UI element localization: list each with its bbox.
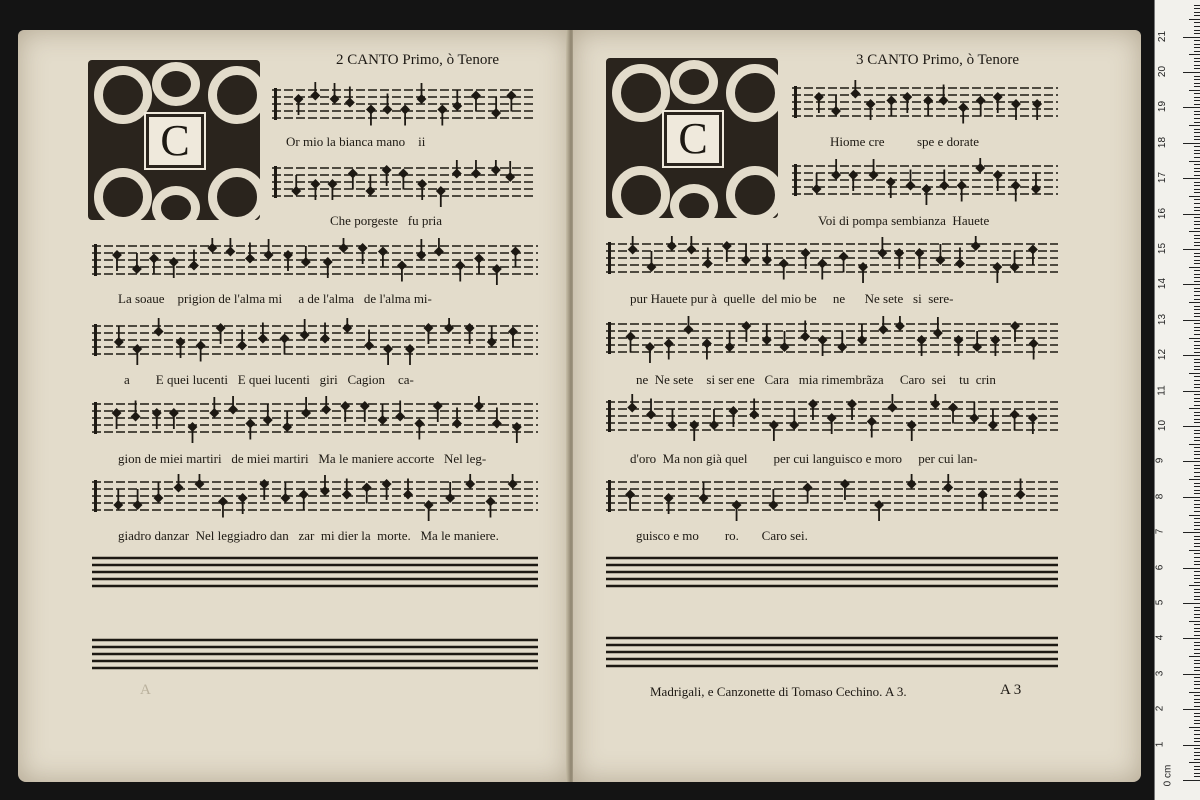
ruler-tick	[1194, 129, 1200, 130]
left-staff-3	[92, 238, 538, 294]
ruler-tick	[1194, 47, 1200, 48]
ruler-tick	[1194, 210, 1200, 211]
ruler-tick	[1194, 270, 1200, 271]
ruler-tick	[1194, 224, 1200, 225]
left-lyrics-6: giadro danzar Nel leggiadro dan zar mi dier la morte. Ma le maniere.	[118, 528, 499, 543]
right-lyrics-6: guisco e mo ro. Caro sei.	[636, 528, 808, 543]
ruler-tick	[1194, 256, 1200, 257]
ruler-tick	[1194, 769, 1200, 770]
ruler-tick	[1189, 338, 1200, 339]
ruler-tick	[1194, 217, 1200, 218]
ruler-tick	[1194, 26, 1200, 27]
left-empty-staff-1	[92, 550, 538, 606]
ruler-tick	[1194, 79, 1200, 80]
ruler-tick	[1183, 568, 1200, 569]
ruler-tick	[1194, 164, 1200, 165]
ruler-tick	[1194, 713, 1200, 714]
ruler-tick	[1189, 727, 1200, 728]
ruler-number: 3	[1154, 670, 1166, 677]
left-ornament	[88, 60, 260, 220]
ruler-tick	[1194, 33, 1200, 34]
ruler-tick	[1194, 369, 1200, 370]
left-lyrics-3: La soaue prigion de l'alma mi a de l'alma de l'alma mi-	[118, 291, 432, 306]
left-page-header: 2 CANTO Primo, ò Tenore	[336, 52, 499, 68]
ruler-tick	[1194, 153, 1200, 154]
ruler-tick	[1194, 599, 1200, 600]
ruler-tick	[1194, 571, 1200, 572]
ruler-tick	[1194, 291, 1200, 292]
ruler-tick	[1183, 284, 1200, 285]
ruler-tick	[1194, 716, 1200, 717]
ruler-tick	[1194, 433, 1200, 434]
ruler-tick	[1194, 277, 1200, 278]
right-staff-5	[606, 394, 1058, 450]
ruler-tick	[1189, 196, 1200, 197]
left-staff-2	[272, 160, 534, 216]
ruler-tick	[1189, 125, 1200, 126]
right-lyrics-1: Hiome cre spe e dorate	[830, 134, 980, 149]
ruler-tick	[1194, 504, 1200, 505]
right-staff-4	[606, 316, 1058, 372]
ruler-tick	[1194, 352, 1200, 353]
ruler-tick	[1189, 267, 1200, 268]
ruler-tick	[1194, 677, 1200, 678]
ruler-tick	[1194, 447, 1200, 448]
ruler-tick	[1183, 320, 1200, 321]
right-empty-staff-2	[606, 630, 1058, 686]
ruler-tick	[1194, 476, 1200, 477]
ruler-tick	[1194, 22, 1200, 23]
ruler-tick	[1183, 426, 1200, 427]
ruler-tick	[1194, 734, 1200, 735]
ruler-tick	[1194, 490, 1200, 491]
ruler-tick	[1194, 592, 1200, 593]
ruler-tick	[1194, 483, 1200, 484]
ruler-tick	[1194, 260, 1200, 261]
ruler-tick	[1194, 384, 1200, 385]
ruler-tick	[1194, 182, 1200, 183]
ruler-tick	[1183, 355, 1200, 356]
ruler-tick	[1194, 472, 1200, 473]
ruler-tick	[1194, 288, 1200, 289]
ruler-number: 6	[1154, 564, 1166, 570]
ruler-tick	[1194, 720, 1200, 721]
ruler-tick	[1194, 199, 1200, 200]
right-staff-3	[606, 236, 1058, 292]
ruler-tick	[1189, 54, 1200, 55]
left-staff-5	[92, 396, 538, 452]
left-lyrics-2: Che porgeste fu pria	[330, 213, 443, 228]
ruler-number: 21	[1157, 30, 1169, 42]
ruler-number: 17	[1157, 172, 1169, 184]
ruler-tick	[1189, 444, 1200, 445]
ruler-tick	[1194, 348, 1200, 349]
ruler-number: 20	[1157, 65, 1169, 78]
right-dropcap: C	[664, 112, 722, 166]
ruler-tick	[1194, 546, 1200, 547]
ruler-tick	[1194, 274, 1200, 275]
ruler-tick	[1194, 624, 1200, 625]
ruler-tick	[1194, 242, 1200, 243]
ruler-tick	[1194, 327, 1200, 328]
ruler-tick	[1194, 122, 1200, 123]
ruler-tick	[1194, 238, 1200, 239]
ruler-tick	[1183, 37, 1200, 38]
ruler-tick	[1194, 688, 1200, 689]
ruler-tick	[1194, 437, 1200, 438]
ruler-tick	[1194, 150, 1200, 151]
ruler-tick	[1194, 730, 1200, 731]
ruler-tick	[1194, 628, 1200, 629]
ruler-tick	[1194, 422, 1200, 423]
ruler-tick	[1194, 405, 1200, 406]
ruler-tick	[1194, 93, 1200, 94]
ruler-tick	[1194, 362, 1200, 363]
right-staff-1	[792, 80, 1058, 136]
ruler-tick	[1189, 90, 1200, 91]
ruler-tick	[1194, 702, 1200, 703]
ruler-tick	[1194, 295, 1200, 296]
ruler-tick	[1194, 83, 1200, 84]
right-signature: A 3	[1000, 682, 1022, 698]
ruler-tick	[1194, 518, 1200, 519]
ruler-number: 16	[1157, 207, 1169, 219]
ruler-tick	[1194, 157, 1200, 158]
ruler-number: 8	[1154, 493, 1166, 500]
left-lyrics-5: gion de miei martiri de miei martiri Ma le maniere accorte Nel leg-	[118, 451, 487, 466]
ruler-tick	[1194, 670, 1200, 671]
left-lyrics-1: Or mio la bianca mano ii	[286, 134, 426, 149]
left-staff-6	[92, 474, 538, 530]
ruler-tick	[1194, 185, 1200, 186]
ruler-tick	[1194, 299, 1200, 300]
ruler-tick	[1183, 603, 1200, 604]
ruler-tick	[1194, 171, 1200, 172]
measurement-ruler	[1154, 0, 1200, 800]
ruler-tick	[1194, 221, 1200, 222]
ruler-tick	[1194, 146, 1200, 147]
ruler-tick	[1194, 614, 1200, 615]
ruler-tick	[1189, 373, 1200, 374]
ruler-tick	[1194, 15, 1200, 16]
ruler-tick	[1189, 479, 1200, 480]
ruler-number: 19	[1157, 101, 1169, 113]
ruler-tick	[1194, 175, 1200, 176]
ruler-tick	[1194, 203, 1200, 204]
ruler-tick	[1189, 621, 1200, 622]
ruler-tick	[1183, 532, 1200, 533]
ruler-tick	[1194, 596, 1200, 597]
ruler-number: 11	[1156, 384, 1168, 396]
left-empty-staff-2	[92, 632, 538, 688]
ruler-tick	[1194, 723, 1200, 724]
ruler-tick	[1194, 189, 1200, 190]
ruler-tick	[1194, 458, 1200, 459]
right-staff-2	[792, 158, 1058, 214]
ruler-tick	[1194, 564, 1200, 565]
ruler-tick	[1194, 500, 1200, 501]
ruler-tick	[1189, 19, 1200, 20]
ruler-tick	[1194, 235, 1200, 236]
ruler-tick	[1194, 660, 1200, 661]
ruler-tick	[1194, 522, 1200, 523]
ruler-tick	[1183, 461, 1200, 462]
ruler-tick	[1194, 575, 1200, 576]
right-empty-staff-1	[606, 550, 1058, 606]
ruler-tick	[1194, 207, 1200, 208]
ruler-tick	[1189, 161, 1200, 162]
ruler-tick	[1189, 231, 1200, 232]
ruler-tick	[1194, 30, 1200, 31]
right-staff-6	[606, 474, 1058, 530]
ruler-tick	[1183, 638, 1200, 639]
ruler-tick	[1194, 454, 1200, 455]
ruler-tick	[1183, 391, 1200, 392]
ruler-tick	[1194, 511, 1200, 512]
ruler-unit-label: 0 cm	[1162, 764, 1174, 787]
ruler-tick	[1194, 631, 1200, 632]
ruler-tick	[1194, 58, 1200, 59]
ruler-tick	[1194, 684, 1200, 685]
ruler-tick	[1194, 561, 1200, 562]
ruler-tick	[1194, 114, 1200, 115]
ruler-tick	[1194, 118, 1200, 119]
ruler-tick	[1194, 776, 1200, 777]
ruler-tick	[1189, 408, 1200, 409]
ruler-tick	[1194, 589, 1200, 590]
ruler-tick	[1194, 667, 1200, 668]
ruler-number: 4	[1154, 635, 1166, 641]
ruler-number: 2	[1154, 705, 1166, 712]
ruler-tick	[1194, 773, 1200, 774]
ruler-tick	[1194, 97, 1200, 98]
ruler-tick	[1194, 645, 1200, 646]
ruler-tick	[1194, 755, 1200, 756]
ruler-number: 7	[1154, 528, 1166, 535]
ruler-tick	[1194, 61, 1200, 62]
left-lyrics-4: a E quei lucenti E quei lucenti giri Cagion ca-	[124, 372, 414, 387]
ruler-tick	[1194, 65, 1200, 66]
ruler-tick	[1194, 40, 1200, 41]
ruler-tick	[1194, 578, 1200, 579]
ruler-tick	[1194, 253, 1200, 254]
ruler-tick	[1194, 334, 1200, 335]
ruler-tick	[1194, 610, 1200, 611]
ruler-tick	[1194, 748, 1200, 749]
ruler-tick	[1194, 681, 1200, 682]
ruler-tick	[1194, 699, 1200, 700]
ruler-tick	[1194, 653, 1200, 654]
ruler-tick	[1194, 281, 1200, 282]
ruler-tick	[1194, 51, 1200, 52]
ruler-tick	[1194, 104, 1200, 105]
ruler-tick	[1194, 553, 1200, 554]
ruler-tick	[1194, 412, 1200, 413]
ruler-tick	[1194, 86, 1200, 87]
ruler-tick	[1194, 529, 1200, 530]
ruler-tick	[1194, 493, 1200, 494]
ruler-tick	[1194, 465, 1200, 466]
ruler-tick	[1194, 419, 1200, 420]
ruler-tick	[1194, 380, 1200, 381]
ruler-number: 9	[1154, 458, 1166, 464]
right-lyrics-4: ne Ne sete si ser ene Cara mia rimembrãza Caro sei tu crin	[636, 372, 996, 387]
ruler-number: 1	[1154, 741, 1166, 747]
ruler-number: 10	[1157, 419, 1169, 432]
ruler-tick	[1194, 111, 1200, 112]
ruler-tick	[1194, 440, 1200, 441]
ruler-tick	[1183, 214, 1200, 215]
ruler-tick	[1194, 766, 1200, 767]
ruler-tick	[1189, 585, 1200, 586]
right-page-header: 3 CANTO Primo, ò Tenore	[856, 52, 1019, 68]
ruler-tick	[1194, 539, 1200, 540]
ruler-tick	[1194, 536, 1200, 537]
ruler-number: 18	[1157, 136, 1169, 148]
right-page-footer: Madrigali, e Canzonette di Tomaso Cechino. A 3.	[650, 684, 907, 699]
ruler-tick	[1189, 550, 1200, 551]
ruler-tick	[1183, 178, 1200, 179]
ruler-number: 12	[1157, 349, 1169, 361]
ruler-tick	[1189, 762, 1200, 763]
ruler-tick	[1183, 497, 1200, 498]
ruler-tick	[1189, 656, 1200, 657]
ruler-tick	[1194, 451, 1200, 452]
ruler-tick	[1183, 709, 1200, 710]
ruler-tick	[1194, 359, 1200, 360]
ruler-tick	[1183, 143, 1200, 144]
ruler-tick	[1194, 695, 1200, 696]
ruler-tick	[1194, 387, 1200, 388]
ruler-tick	[1194, 228, 1200, 229]
ruler-tick	[1183, 72, 1200, 73]
ruler-tick	[1194, 525, 1200, 526]
ruler-tick	[1194, 557, 1200, 558]
ruler-tick	[1194, 366, 1200, 367]
ruler-tick	[1194, 100, 1200, 101]
ruler-tick	[1194, 582, 1200, 583]
ruler-tick	[1183, 745, 1200, 746]
ruler-tick	[1183, 674, 1200, 675]
ruler-tick	[1194, 507, 1200, 508]
ruler-tick	[1194, 376, 1200, 377]
ruler-tick	[1194, 245, 1200, 246]
ruler-tick	[1194, 394, 1200, 395]
ruler-tick	[1194, 345, 1200, 346]
ruler-tick	[1189, 692, 1200, 693]
ruler-tick	[1194, 192, 1200, 193]
right-lyrics-5: d'oro Ma non già quel per cui languisco e moro per cui lan-	[630, 451, 978, 466]
ruler-tick	[1194, 323, 1200, 324]
ruler-tick	[1183, 107, 1200, 108]
ruler-tick	[1194, 468, 1200, 469]
right-lyrics-2: Voi di pompa sembianza Hauete	[818, 213, 990, 228]
ruler-number: 14	[1157, 278, 1169, 290]
ruler-tick	[1194, 168, 1200, 169]
ruler-tick	[1194, 543, 1200, 544]
ruler-tick	[1194, 12, 1200, 13]
ruler-tick	[1183, 780, 1200, 781]
left-staff-4	[92, 318, 538, 374]
ruler-tick	[1194, 132, 1200, 133]
ruler-tick	[1194, 738, 1200, 739]
ruler-tick	[1194, 486, 1200, 487]
ruler-tick	[1189, 302, 1200, 303]
ruler-tick	[1194, 649, 1200, 650]
ruler-tick	[1194, 68, 1200, 69]
ruler-tick	[1194, 44, 1200, 45]
left-dropcap: C	[146, 114, 204, 168]
ruler-number: 13	[1157, 313, 1169, 325]
ruler-tick	[1194, 415, 1200, 416]
ruler-tick	[1194, 398, 1200, 399]
ruler-tick	[1194, 76, 1200, 77]
ruler-number: 5	[1154, 599, 1166, 606]
ruler-tick	[1194, 759, 1200, 760]
ruler-tick	[1194, 5, 1200, 6]
ruler-tick	[1194, 341, 1200, 342]
ruler-tick	[1194, 607, 1200, 608]
left-staff-1	[272, 82, 534, 138]
ruler-tick	[1189, 515, 1200, 516]
ruler-tick	[1194, 330, 1200, 331]
ruler-number: 15	[1157, 242, 1169, 255]
ruler-tick	[1194, 741, 1200, 742]
ruler-tick	[1194, 617, 1200, 618]
right-ornament	[606, 58, 778, 218]
ruler-tick	[1194, 136, 1200, 137]
ruler-tick	[1194, 430, 1200, 431]
ruler-tick	[1194, 8, 1200, 9]
ruler-tick	[1194, 313, 1200, 314]
ruler-tick	[1194, 309, 1200, 310]
ruler-tick	[1194, 706, 1200, 707]
ruler-tick	[1194, 642, 1200, 643]
ruler-tick	[1194, 635, 1200, 636]
ruler-tick	[1194, 401, 1200, 402]
ruler-tick	[1194, 263, 1200, 264]
ruler-tick	[1194, 752, 1200, 753]
ruler-tick	[1194, 316, 1200, 317]
ruler-tick	[1183, 249, 1200, 250]
ruler-tick	[1194, 139, 1200, 140]
left-signature: A	[140, 682, 151, 698]
ruler-tick	[1194, 306, 1200, 307]
right-lyrics-3: pur Hauete pur à quelle del mio be ne Ne sete si sere-	[630, 291, 954, 306]
ruler-tick	[1194, 663, 1200, 664]
